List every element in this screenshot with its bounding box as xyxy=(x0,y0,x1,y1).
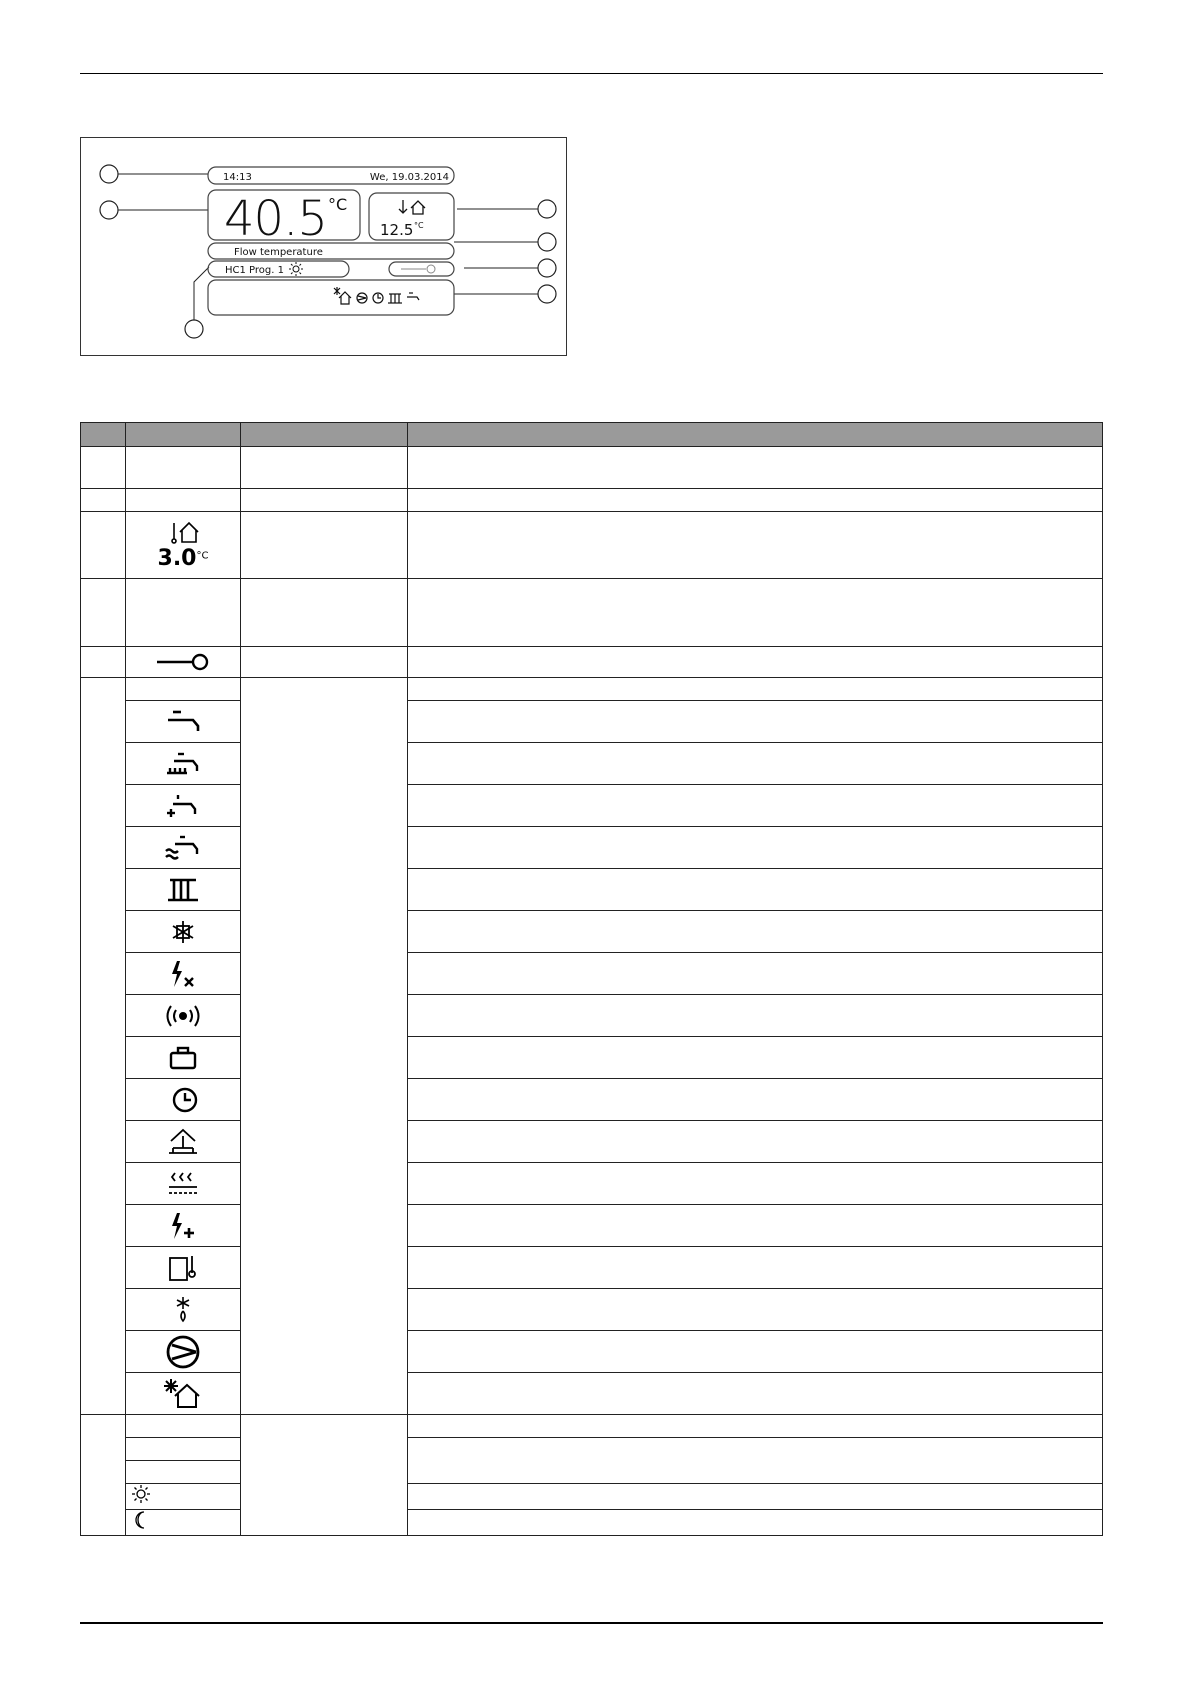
table-cell xyxy=(126,1121,241,1163)
table-row xyxy=(81,1121,1103,1163)
table-cell xyxy=(408,995,1103,1037)
table-cell xyxy=(126,995,241,1037)
table-cell xyxy=(126,1331,241,1373)
holiday-icon xyxy=(163,1043,203,1073)
table-cell xyxy=(408,701,1103,743)
table-cell xyxy=(126,489,241,512)
table-cell xyxy=(408,1415,1103,1438)
tank-icon xyxy=(163,1253,203,1283)
table-cell xyxy=(81,489,126,512)
table-cell xyxy=(81,579,126,647)
table-cell xyxy=(408,953,1103,995)
snowflake-icon xyxy=(163,917,203,947)
table-cell xyxy=(126,911,241,953)
cooling-house-icon xyxy=(163,1378,203,1410)
cooling-house-icon xyxy=(334,287,351,304)
dhw-tap-icon xyxy=(407,293,419,300)
header-rule xyxy=(80,73,1103,74)
table-cell xyxy=(126,1415,241,1438)
footer-rule xyxy=(80,1622,1103,1624)
radiator-icon xyxy=(388,294,402,303)
table-cell xyxy=(126,647,241,678)
table-cell xyxy=(126,1373,241,1415)
table-cell xyxy=(126,678,241,701)
table-cell xyxy=(241,1415,408,1536)
table-row xyxy=(81,1079,1103,1121)
callout-6 xyxy=(538,285,556,303)
dhw-thermal-disinfection-icon xyxy=(163,749,203,779)
table-cell xyxy=(126,1510,241,1536)
table-cell xyxy=(408,1163,1103,1205)
dhw-tap-icon xyxy=(163,707,203,737)
moon-icon xyxy=(130,1510,152,1530)
evu-block-icon xyxy=(163,959,203,989)
table-cell xyxy=(126,1289,241,1331)
table-cell xyxy=(81,447,126,489)
header-cell xyxy=(241,423,408,447)
table-cell xyxy=(408,1484,1103,1510)
table-cell xyxy=(126,1247,241,1289)
outdoor-temperature-icon xyxy=(163,520,203,546)
display-program: HC1 Prog. 1 xyxy=(225,265,284,276)
dhw-extra-icon xyxy=(163,791,203,821)
table-cell xyxy=(408,1438,1103,1484)
header-cell xyxy=(81,423,126,447)
table-row xyxy=(81,869,1103,911)
table-row xyxy=(81,743,1103,785)
callout-7 xyxy=(185,320,203,338)
display-outside-value: 12.5 xyxy=(380,221,414,239)
table-cell xyxy=(408,1205,1103,1247)
table-row xyxy=(81,1438,1103,1461)
table-cell xyxy=(408,1373,1103,1415)
table-cell xyxy=(241,447,408,489)
table-row xyxy=(81,827,1103,869)
table-cell xyxy=(126,701,241,743)
table-cell xyxy=(81,1415,126,1536)
clock-icon xyxy=(163,1085,203,1115)
table-cell xyxy=(408,911,1103,953)
pump-icon xyxy=(357,293,367,303)
radiator-icon xyxy=(163,875,203,905)
display-date: We, 19.03.2014 xyxy=(369,172,449,183)
table-row xyxy=(81,953,1103,995)
table-cell xyxy=(126,869,241,911)
table-cell xyxy=(81,678,126,1415)
defrost-icon xyxy=(163,1295,203,1325)
table-row xyxy=(81,1205,1103,1247)
table-cell xyxy=(408,447,1103,489)
table-row xyxy=(81,1163,1103,1205)
dhw-reduced-icon xyxy=(163,833,203,863)
header-cell xyxy=(126,423,241,447)
display-time: 14:13 xyxy=(223,172,252,183)
table-cell xyxy=(126,579,241,647)
table-row xyxy=(81,512,1103,579)
header-cell xyxy=(408,423,1103,447)
pool-house-icon xyxy=(163,1127,203,1157)
table-cell xyxy=(126,447,241,489)
display-figure xyxy=(80,137,567,356)
table-row xyxy=(81,579,1103,647)
display-outside-unit: °C xyxy=(414,221,424,230)
callout-2 xyxy=(100,201,118,219)
row3-value: 3.0 xyxy=(157,545,197,571)
table-row xyxy=(81,701,1103,743)
table-cell xyxy=(81,647,126,678)
table-row xyxy=(81,1510,1103,1536)
compressor-icon xyxy=(163,1334,203,1370)
table-cell xyxy=(126,1163,241,1205)
table-cell xyxy=(126,1438,241,1461)
table-cell xyxy=(408,743,1103,785)
sun-icon xyxy=(289,262,303,276)
callout-4 xyxy=(538,233,556,251)
callout-1 xyxy=(100,165,118,183)
table-cell xyxy=(408,1510,1103,1536)
table-header-row xyxy=(81,423,1103,447)
table-row xyxy=(81,489,1103,512)
table-row xyxy=(81,1415,1103,1438)
key-lock-icon xyxy=(155,652,211,672)
table-cell xyxy=(126,953,241,995)
table-row xyxy=(81,1484,1103,1510)
table-cell xyxy=(408,785,1103,827)
table-cell xyxy=(408,489,1103,512)
table-cell xyxy=(408,1121,1103,1163)
table-cell xyxy=(241,678,408,1415)
table-cell xyxy=(81,512,126,579)
table-row xyxy=(81,1247,1103,1289)
clock-icon xyxy=(373,293,383,303)
table-cell xyxy=(241,512,408,579)
table-row xyxy=(81,1373,1103,1415)
table-row xyxy=(81,995,1103,1037)
table-cell xyxy=(408,1079,1103,1121)
table-row xyxy=(81,1037,1103,1079)
table-cell xyxy=(408,579,1103,647)
table-cell xyxy=(408,827,1103,869)
table-row xyxy=(81,647,1103,678)
callout-5 xyxy=(538,259,556,277)
table-row xyxy=(81,911,1103,953)
table-cell xyxy=(408,678,1103,701)
table-cell xyxy=(126,827,241,869)
table-cell xyxy=(241,647,408,678)
outdoor-temp-symbol-cell xyxy=(126,512,241,579)
table-cell xyxy=(126,785,241,827)
table-row xyxy=(81,678,1103,701)
table-cell xyxy=(241,489,408,512)
table-cell xyxy=(408,1289,1103,1331)
table-cell xyxy=(126,1079,241,1121)
display-main-unit: °C xyxy=(328,195,348,214)
display-info-text: Flow temperature xyxy=(234,247,323,258)
display-illustration xyxy=(81,138,568,357)
display-main-value: 40.5 xyxy=(224,191,327,247)
table-row xyxy=(81,1331,1103,1373)
wireless-icon xyxy=(163,1001,203,1031)
floor-heating-icon xyxy=(163,1169,203,1199)
table-row xyxy=(81,447,1103,489)
table-row xyxy=(81,785,1103,827)
table-cell xyxy=(126,1461,241,1484)
legend-table xyxy=(80,422,1103,1536)
sun-icon xyxy=(130,1484,152,1504)
table-cell xyxy=(126,1205,241,1247)
table-cell xyxy=(126,743,241,785)
callout-3 xyxy=(538,200,556,218)
table-cell xyxy=(126,1037,241,1079)
outdoor-temperature-icon xyxy=(399,200,425,214)
row3-unit: °C xyxy=(196,550,209,562)
table-cell xyxy=(126,1484,241,1510)
table-cell xyxy=(408,647,1103,678)
table-cell xyxy=(408,512,1103,579)
table-cell xyxy=(408,869,1103,911)
table-cell xyxy=(408,1037,1103,1079)
table-cell xyxy=(241,579,408,647)
table-cell xyxy=(408,1247,1103,1289)
table-cell xyxy=(408,1331,1103,1373)
electric-heater-icon xyxy=(163,1211,203,1241)
table-row xyxy=(81,1289,1103,1331)
